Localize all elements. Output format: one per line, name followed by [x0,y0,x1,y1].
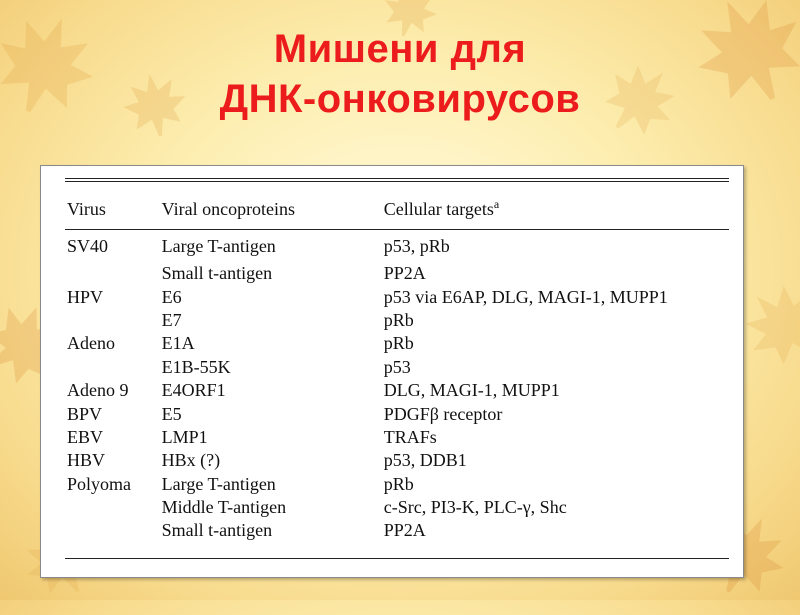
cell-oncoprotein: E5 [161,403,182,424]
cell-cellular-targets: pRb [383,309,414,330]
cell-oncoprotein: E1B-55K [161,356,231,377]
cell-virus [67,262,162,285]
cell-virus [67,356,162,379]
cell-oncoprotein: E1A [161,333,195,354]
table-row [67,262,743,285]
cell-cellular-targets: PDGFβ receptor [383,403,503,424]
cell-oncoprotein: E6 [161,286,182,307]
cell-virus: HPV [67,286,104,307]
cell-virus: Adeno 9 [67,380,129,401]
cell-cellular-targets: c-Src, PI3-K, PLC-γ, Shc [383,497,567,518]
slide-title [0,24,800,124]
cell-cellular-targets: PP2A [383,263,426,284]
cell-cellular-targets: pRb [383,473,414,494]
cell-oncoprotein: Middle T-antigen [161,497,287,518]
table-row [67,402,743,425]
cell-cellular-targets: p53 [383,356,411,377]
cell-cellular-targets: p53 via E6AP, DLG, MAGI-1, MUPP1 [383,286,668,307]
cell-cellular-targets: p53, DDB1 [383,450,467,471]
cell-virus: Polyoma [67,473,132,494]
table-header-row [67,188,743,230]
table-row [67,332,743,355]
cell-cellular-targets: TRAFs [383,426,437,447]
header-virus: Virus [67,198,106,219]
cell-cellular-targets: DLG, MAGI-1, MUPP1 [383,380,560,401]
cell-oncoprotein: Small t-antigen [161,520,273,541]
table-row [67,426,743,449]
cell-virus: Adeno [67,333,115,354]
header-cellular-targets-label: Cellular targets [383,198,494,219]
table-row [67,285,743,308]
table-row [67,356,743,379]
table-row [67,379,743,402]
table-row [67,473,743,496]
table-body [67,230,743,543]
cell-virus [67,519,162,542]
table-top-rule [65,178,729,179]
cell-oncoprotein: Large T-antigen [161,235,276,256]
cell-oncoprotein: Small t-antigen [161,263,273,284]
table-panel [40,165,744,578]
table-row [67,496,743,519]
cell-oncoprotein: E7 [161,309,182,330]
cell-cellular-targets: PP2A [383,520,426,541]
cell-oncoprotein: E4ORF1 [161,380,226,401]
oncovirus-targets-table [67,188,743,543]
slide-title-line-2: ДНК-онковирусов [219,77,581,121]
table-row [67,230,743,262]
cell-virus: SV40 [67,235,109,256]
footnote-marker: a [493,196,500,211]
table-row [67,519,743,542]
cell-oncoprotein: HBx (?) [161,450,221,471]
cell-virus: EBV [67,426,103,447]
cell-virus [67,496,162,519]
table-row [67,309,743,332]
table-bottom-rule [65,558,729,559]
table-row [67,449,743,472]
header-cellular-targets [384,188,743,230]
cell-oncoprotein: Large T-antigen [161,473,276,494]
cell-virus: BPV [67,403,103,424]
slide-title-line-1: Мишени для [273,27,527,71]
cell-virus [67,309,162,332]
cell-virus: HBV [67,450,106,471]
cell-cellular-targets: p53, pRb [383,235,450,256]
table-top-rule-inner [65,181,729,182]
header-viral-oncoproteins: Viral oncoproteins [161,198,296,219]
cell-oncoprotein: LMP1 [161,426,208,447]
cell-cellular-targets: pRb [383,333,414,354]
